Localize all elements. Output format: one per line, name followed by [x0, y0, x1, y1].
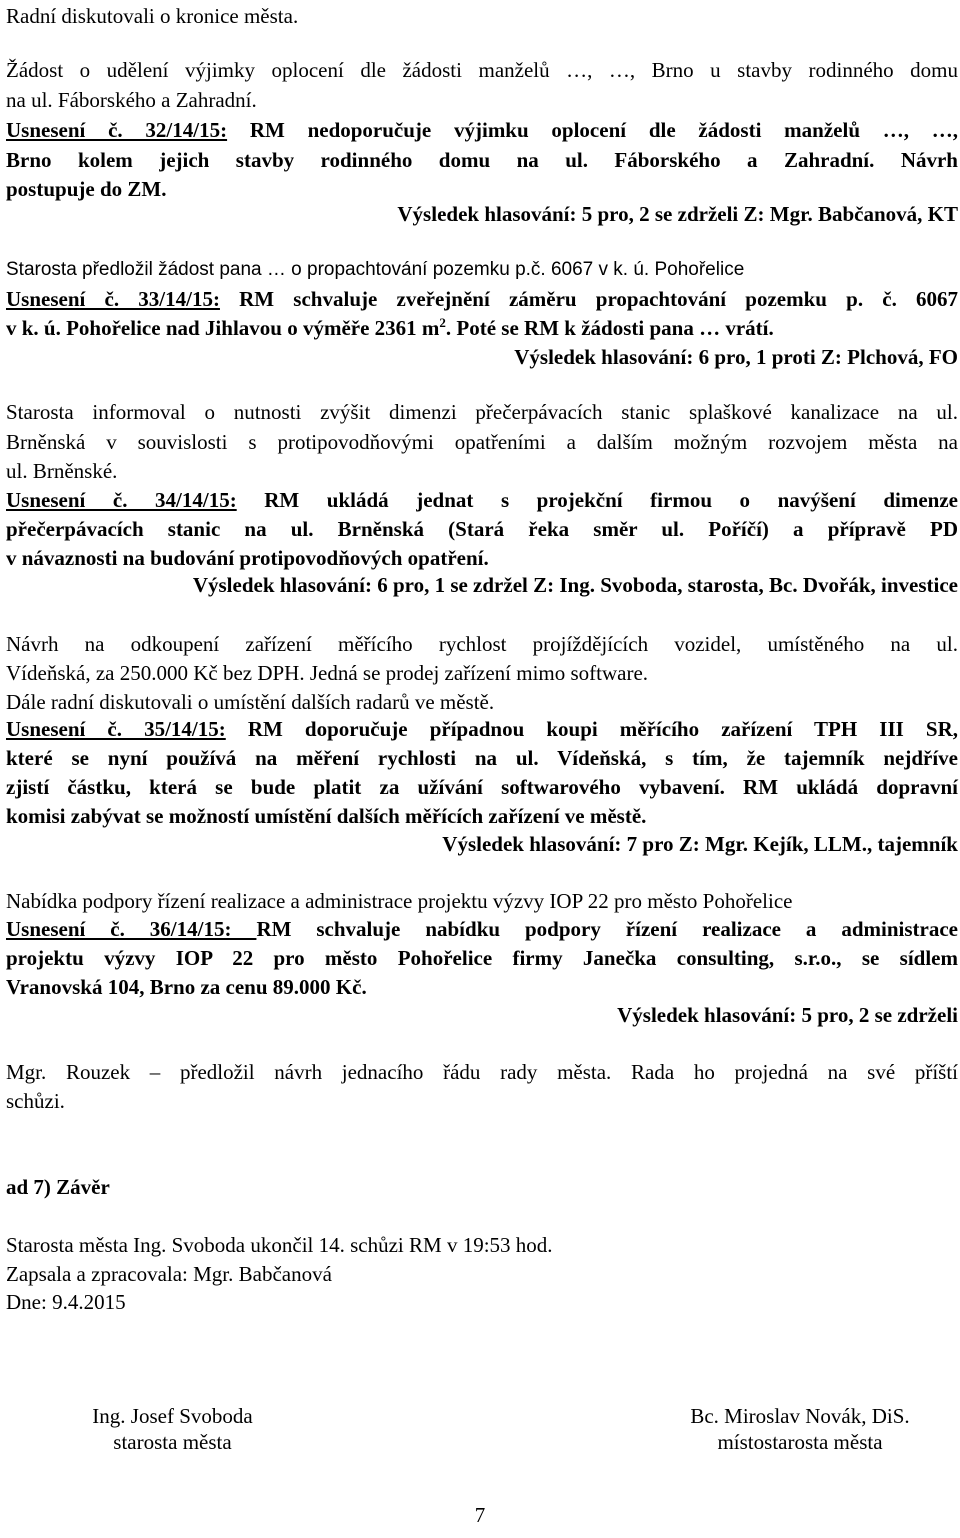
resolution-36-line2: projektu výzvy IOP 22 pro město Pohořelice firmy Janečka consulting, s.r.o., se sídlem — [6, 946, 958, 970]
signature-left-role: starosta města — [113, 1430, 232, 1454]
resolution-32-line2: Brno kolem jejich stavby rodinného domu na ul. Fáborského a Zahradní. Návrh — [6, 148, 958, 172]
paragraph-iop: Nabídka podpory řízení realizace a administrace projektu výzvy IOP 22 pro město Pohořelice — [6, 889, 793, 913]
resolution-33-line2: v k. ú. Pohořelice nad Jihlavou o výměře 2361 $m^2$. Poté se RM k žádosti pana … vrátí. — [6, 315, 774, 340]
resolution-label: Usnesení č. 32/14/15: — [6, 118, 228, 142]
resolution-label: Usnesení č. 34/14/15: — [6, 488, 237, 512]
resolution-label: Usnesení č. 36/14/15: — [6, 917, 257, 941]
closing-date: Dne: 9.4.2015 — [6, 1290, 126, 1314]
resolution-32-line3: postupuje do ZM. — [6, 177, 167, 201]
resolution-34-line1: Usnesení č. 34/14/15: RM ukládá jednat s projekční firmou o navýšení dimenze — [6, 488, 959, 512]
page-number: 7 — [474, 1503, 486, 1527]
resolution-35-line3: zjistí částku, která se bude platit za užívání softwarového vybavení. RM ukládá dopravní — [6, 775, 958, 799]
paragraph-precerpavaci-line2: Brněnská v souvislosti s protipovodňovými opatřeními a dalším možným rozvojem města na — [6, 430, 958, 454]
paragraph-precerpavaci-line1: Starosta informoval o nutnosti zvýšit dimenzi přečerpávacích stanic splaškové kanalizace na ul. — [6, 400, 958, 424]
resolution-36-line1: Usnesení č. 36/14/15: RM schvaluje nabídku podpory řízení realizace a administrace — [6, 917, 959, 941]
resolution-34-line2: přečerpávacích stanic na ul. Brněnská (Stará řeka směr ul. Poříčí) a přípravě PD — [6, 517, 958, 541]
resolution-34-line3: v návaznosti na budování protipovodňových opatření. — [6, 546, 489, 570]
vote-result-33: Výsledek hlasování: 6 pro, 1 proti Z: Plchová, FO — [514, 345, 958, 369]
resolution-35-line1: Usnesení č. 35/14/15: RM doporučuje případnou koupi měřícího zařízení TPH III SR, — [6, 717, 959, 741]
signature-right-role: místostarosta města — [717, 1430, 883, 1454]
paragraph-oploceni-line1: Žádost o udělení výjimky oplocení dle žádosti manželů …, …, Brno u stavby rodinného domu — [6, 58, 958, 82]
vote-result-34: Výsledek hlasování: 6 pro, 1 se zdržel Z: Ing. Svoboda, starosta, Bc. Dvořák, investice — [192, 573, 958, 597]
paragraph-radar-line2: Vídeňská, za 250.000 Kč bez DPH. Jedná se prodej zařízení mimo software. — [6, 661, 649, 685]
resolution-32-line1: Usnesení č. 32/14/15: RM nedoporučuje výjimku oplocení dle žádosti manželů …, …, — [6, 118, 958, 142]
resolution-33-line1: Usnesení č. 33/14/15: RM schvaluje zveřejnění záměru propachtování pozemku p. č. 6067 — [6, 287, 959, 311]
signature-right-name: Bc. Miroslav Novák, DiS. — [690, 1404, 910, 1428]
vote-result-36: Výsledek hlasování: 5 pro, 2 se zdrželi — [617, 1003, 958, 1027]
resolution-36-line3: Vranovská 104, Brno za cenu 89.000 Kč. — [6, 975, 367, 999]
paragraph-precerpavaci-line3: ul. Brněnské. — [6, 459, 118, 483]
paragraph-radar-line3: Dále radní diskutovali o umístění dalších radarů ve městě. — [6, 690, 495, 714]
resolution-35-line2: které se nyní používá na měření rychlosti na ul. Vídeňská, s tím, že tajemník nejdříve — [6, 746, 958, 770]
paragraph-radar-line1: Návrh na odkoupení zařízení měřícího rychlost projíždějících vozidel, umístěného na ul. — [6, 632, 958, 656]
resolution-label: Usnesení č. 33/14/15: — [6, 287, 220, 311]
signature-left — [50, 1403, 295, 1455]
signature-left-name: Ing. Josef Svoboda — [92, 1404, 253, 1428]
paragraph-rouzek-line2: schůzi. — [6, 1089, 65, 1113]
signature-right — [655, 1403, 945, 1455]
paragraph-propachtovani: Starosta předložil žádost pana … o propachtování pozemku p.č. 6067 v k. ú. Pohořelice — [6, 259, 745, 280]
paragraph-rouzek-line1: Mgr. Rouzek – předložil návrh jednacího řádu rady města. Rada ho projedná na své příští — [6, 1060, 958, 1084]
closing-line1: Starosta města Ing. Svoboda ukončil 14. schůzi RM v 19:53 hod. — [6, 1233, 553, 1257]
resolution-label: Usnesení č. 35/14/15: — [6, 717, 226, 741]
paragraph-kronika: Radní diskutovali o kronice města. — [6, 4, 299, 28]
vote-result-35: Výsledek hlasování: 7 pro Z: Mgr. Kejík, LLM., tajemník — [442, 832, 958, 856]
vote-result-32: Výsledek hlasování: 5 pro, 2 se zdrželi Z: Mgr. Babčanová, KT — [397, 202, 958, 226]
resolution-35-line4: komisi zabývat se možností umístění dalších měřících zařízení ve městě. — [6, 804, 647, 828]
section-heading-zaver: ad 7) Závěr — [6, 1175, 110, 1199]
closing-line2: Zapsala a zpracovala: Mgr. Babčanová — [6, 1262, 332, 1286]
paragraph-oploceni-line2: na ul. Fáborského a Zahradní. — [6, 88, 257, 112]
